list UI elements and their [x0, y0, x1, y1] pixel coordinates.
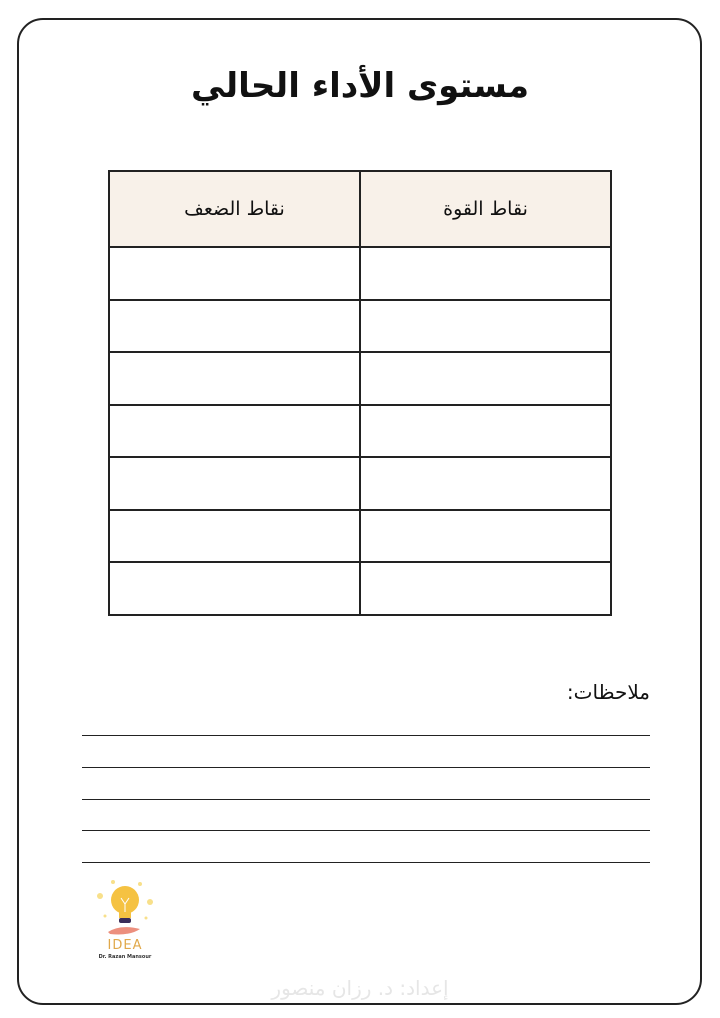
strength-cell[interactable] [360, 352, 611, 405]
logo-subtitle: Dr. Razan Mansour [98, 954, 152, 960]
notes-line[interactable] [82, 862, 650, 863]
strength-cell[interactable] [360, 510, 611, 563]
weakness-cell[interactable] [109, 352, 360, 405]
strength-cell[interactable] [360, 405, 611, 458]
weakness-cell[interactable] [109, 510, 360, 563]
table-row [109, 405, 611, 458]
weakness-cell[interactable] [109, 405, 360, 458]
table-row [109, 457, 611, 510]
notes-label: ملاحظات: [566, 680, 650, 704]
header-weaknesses: نقاط الضعف [109, 171, 360, 247]
table-row [109, 510, 611, 563]
notes-line[interactable] [82, 799, 650, 800]
page-title: مستوى الأداء الحالي [191, 66, 529, 106]
logo [80, 876, 170, 976]
weakness-cell[interactable] [109, 562, 360, 615]
weakness-cell[interactable] [109, 247, 360, 300]
table-row [109, 352, 611, 405]
notes-line[interactable] [82, 767, 650, 768]
strength-cell[interactable] [360, 300, 611, 353]
strengths-weaknesses-table [108, 170, 612, 616]
table-row [109, 247, 611, 300]
strength-cell[interactable] [360, 457, 611, 510]
header-strengths: نقاط القوة [360, 171, 611, 247]
lightbulb-icon [80, 876, 170, 938]
notes-line[interactable] [82, 735, 650, 736]
footer-credit: إعداد: د. رزان منصور [271, 976, 449, 1000]
weakness-cell[interactable] [109, 457, 360, 510]
logo-text: IDEA [107, 938, 143, 953]
notes-line[interactable] [82, 830, 650, 831]
strength-cell[interactable] [360, 562, 611, 615]
weakness-cell[interactable] [109, 300, 360, 353]
table-row [109, 562, 611, 615]
strength-cell[interactable] [360, 247, 611, 300]
table-row [109, 300, 611, 353]
